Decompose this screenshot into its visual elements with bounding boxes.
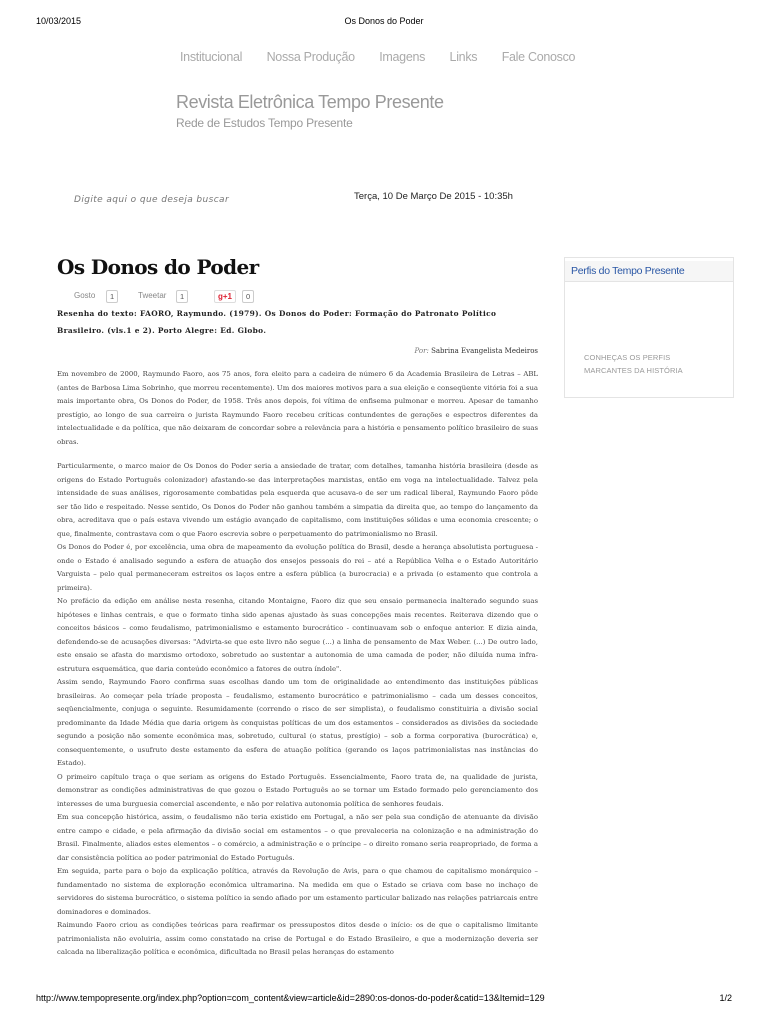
print-date: 10/03/2015 xyxy=(36,16,82,26)
article-citation: Resenha do texto: FAORO, Raymundo. (1979). Os Donos do Poder: Formação do Patronato Político Brasileiro. (vls.1 e 2). Porto Alegre: Ed. Globo. xyxy=(57,309,497,335)
article-paragraph: Em novembro de 2000, Raymundo Faoro, aos 75 anos, fora eleito para a cadeira de número 6 da Academia Brasileira de Letras – ABL (antes de Barbosa Lima Sobrinho, que morreu recentemente). Um dos maiores motivos para a sua eleição e conseqüente vitória foi a sua mais importante obra, Os Donos do Poder, de 1958. Três anos depois, foi vítima de enfisema pulmonar e morreu. Apesar de tamanho prestígio, ao longo de sua carreira o jurista Raymundo Faoro recebeu críticas contundentes de gerações e espectros diferentes da intelectualidade e da política, que não deixaram de concordar sobre a relevância para a história e pensamento político brasileiro de suas obras. xyxy=(57,370,538,446)
article-paragraph: Raimundo Faoro criou as condições teóricas para reafirmar os pressupostos ditos desde o início: os de que o capitalismo limitante patrimonialista não evoluiria, assim como constatado na crise de Portugal e do Estado Brasileiro, e que a modernização deveria ser calcada na liberalização política e econômica, dificultada no Brasil pelas heranças do estamento xyxy=(57,921,538,956)
gplus-count: 0 xyxy=(242,290,254,303)
nav-item-fale-conosco[interactable]: Fale Conosco xyxy=(501,50,576,64)
nav-item-links[interactable]: Links xyxy=(449,50,478,64)
article-title: Os Donos do Poder xyxy=(57,255,259,279)
article-paragraph: O primeiro capítulo traça o que seriam as origens do Estado Português. Essencialmente, Faoro trata de, na qualidade de jurista, demonstrar as condições administrativas de que gozou o Estado Português ao se tornar um Estado formado pelo gerenciamento dos interesses de uma burguesia comercial ascendente, e não por relativa autonomia política de senhores feudais. xyxy=(57,772,538,808)
article-paragraph: Em seguida, parte para o bojo da explicação política, através da Revolução de Avis, para o que chamou de capitalismo monárquico – fundamentado no sistema de exploração econômica ultramarina. Na medida em que o Estado se criava com base no inchaço de servidores do sistema burocrático, o sistema político ia sendo afiado por um estamento particular balizado nas relações patriarcais entre dominadores e dominados. xyxy=(57,867,538,916)
article-body xyxy=(57,368,538,960)
like-button[interactable]: Gosto xyxy=(74,291,96,300)
article-paragraph: Os Donos do Poder é, por excelência, uma obra de mapeamento da evolução política do Brasil, desde a herança absolutista portuguesa - onde o Estado é analisado segundo a esfera de atuação dos ensejos pessoais do rei – até a República Velha e o Estado Autoritário Varguista – pelo qual permaneceram estreitos os laços entre a esfera pública (a burocracia) e a privada (o estamento que controla a primeira). xyxy=(57,543,538,592)
article-paragraph: No prefácio da edição em análise nesta resenha, citando Montaigne, Faoro diz que seu ensaio permanecia inalterado segundo suas hipóteses e linhas centrais, e que o formato tinha sido apenas ajustado às suas concepções mais recentes. Reiterava dizendo que o conceitos básicos – como feudalismo, patrimonialismo e estamento burocrático - continuavam sob o enfoque anterior. E dizia ainda, defendendo-se de acusações diversas: "Advirta-se que este livro não segue (...) a linha de pensamento de Max Weber. (...) De outro lado, este ensaio se afasta do marxismo ortodoxo, sobretudo ao sustentar a autonomia de uma camada de poder, não diluída numa infra-estrutura esquemática, que daria conteúdo econômico a fatores de outra índole". xyxy=(57,597,538,673)
nav-item-nossa-producao[interactable]: Nossa Produção xyxy=(266,50,355,64)
sidebar-link-perfis[interactable]: CONHEÇAS OS PERFIS MARCANTES DA HISTÓRIA xyxy=(584,353,683,375)
gplus-button[interactable]: g+1 xyxy=(214,290,236,303)
print-header xyxy=(0,16,768,28)
print-page-title: Os Donos do Poder xyxy=(344,16,424,26)
site-subtitle: Rede de Estudos Tempo Presente xyxy=(176,116,353,130)
tweet-count: 1 xyxy=(176,290,188,303)
nav-item-imagens[interactable]: Imagens xyxy=(379,50,426,64)
nav-item-institucional[interactable]: Institucional xyxy=(180,50,243,64)
print-footer xyxy=(0,993,768,1005)
article-paragraph: Particularmente, o marco maior de Os Donos do Poder seria a ansiedade de tratar, com detalhes, tamanha história brasileira (desde as origens do Estado Português colonizador) afastando-se das interpretações marxistas, então em voga na intelectualidade. Talvez pela intensidade de suas análises, rigorosamente combatidas pela esquerda que acusava-o de ser um radical liberal, Raymundo Faoro pôde ser tão lido e respeitado. Nesse sentido, Os Donos do Poder não ganhou também a simpatia da direita que, ao tempo do lançamento da obra, acreditava que o país estava vivendo um estágio avançado de capitalismo, com instituições sólidas e uma economia crescente; o que, finalmente, contrastava com o que Faoro escrevia sobre o perpetuamento do patrimonialismo no Brasil. xyxy=(57,462,538,538)
article-paragraph: Em sua concepção histórica, assim, o feudalismo não teria existido em Portugal, a não ser pela sua condição de atenuante da divisão entre campo e cidade, e pela afirmação da divisão social em estamentos – o que prevaleceria na colonização e na administração do Brasil. Finalmente, aliados estes elementos – o comércio, a administração e o príncipe – o direito romano seria reapropriado, de forma a dar consistência política ao poder patrimonial do Estado Português. xyxy=(57,813,538,862)
author-name: Sabrina Evangelista Medeiros xyxy=(431,347,538,355)
byline-label: Por: xyxy=(414,347,429,355)
article-paragraph: Assim sendo, Raymundo Faoro confirma suas escolhas dando um tom de originalidade ao entendimento das instituições públicas brasileiras. Ao começar pela tríade proposta – feudalismo, estamento burocrático e patrimonialismo – cada um desses conceitos, seqüencialmente, conjuga o seguinte. Resumidamente (correndo o risco de ser simplista), o feudalismo constituiria a divisão social predominante da Idade Média que daria origem às conquistas políticas de um dos estamentos – considerados as divisões da sociedade segundo a posição não somente econômica mas, sobretudo, cultural (o status, prestígio) – sob a forma corporativa (burocrática) e, consequentemente, o usufruto deste estamento da esfera de atuação política (gerando os laços patrimonialistas nas instâncias do Estado). xyxy=(57,678,538,767)
byline xyxy=(414,347,538,355)
search-input[interactable] xyxy=(74,193,274,207)
site-title[interactable]: Revista Eletrônica Tempo Presente xyxy=(176,92,444,112)
top-navigation xyxy=(180,48,595,66)
page-number: 1/2 xyxy=(719,993,732,1003)
like-count: 1 xyxy=(106,290,118,303)
sidebar-perfis xyxy=(564,257,734,398)
current-date: Terça, 10 De Março De 2015 - 10:35h xyxy=(354,191,513,202)
page-url: http://www.tempopresente.org/index.php?option=com_content&view=article&id=2890:os-donos-do-poder&catid=13&Itemid=129 xyxy=(36,993,545,1003)
tweet-button[interactable]: Tweetar xyxy=(138,291,167,300)
sidebar-title: Perfis do Tempo Presente xyxy=(565,261,733,282)
